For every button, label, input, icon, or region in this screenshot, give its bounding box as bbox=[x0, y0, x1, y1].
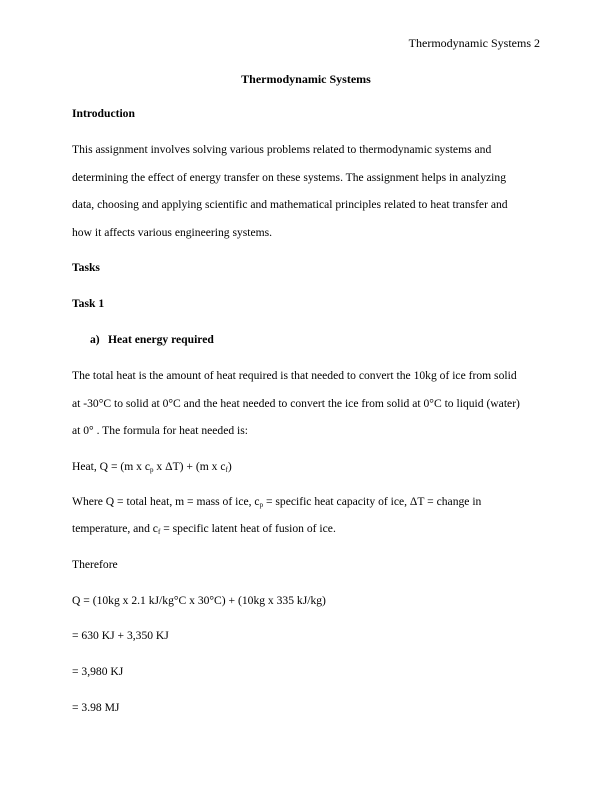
calc-line-4: = 3.98 MJ bbox=[72, 701, 120, 714]
where-line-2-part1: temperature, and c bbox=[72, 522, 158, 535]
list-item-heat-energy bbox=[90, 333, 214, 346]
document-title: Thermodynamic Systems bbox=[241, 72, 371, 86]
formula-prefix: Heat, Q = (m x c bbox=[72, 460, 151, 473]
introduction-line-2: determining the effect of energy transfer on these systems. The assignment helps in analyzing bbox=[72, 171, 507, 184]
where-line-2-sub: f bbox=[157, 528, 161, 536]
formula-suffix: ) bbox=[227, 460, 232, 473]
introduction-heading: Introduction bbox=[72, 107, 135, 120]
heat-formula bbox=[72, 460, 232, 473]
heat-paragraph-line-1: The total heat is the amount of heat required is that needed to convert the 10kg of ice from solid bbox=[72, 369, 517, 382]
heat-paragraph-line-2: at -30°C to solid at 0°C and the heat needed to convert the ice from solid at 0°C to liquid (water) bbox=[72, 397, 520, 410]
where-line-1-part1: Where Q = total heat, m = mass of ice, c bbox=[72, 495, 260, 508]
running-head: Thermodynamic Systems 2 bbox=[408, 36, 540, 50]
where-line-2-part2: = specific latent heat of fusion of ice. bbox=[160, 522, 336, 535]
introduction-line-3: data, choosing and applying scientific and mathematical principles related to heat transfer and bbox=[72, 198, 508, 211]
calc-line-2: = 630 KJ + 3,350 KJ bbox=[72, 629, 169, 642]
where-line-1 bbox=[72, 495, 481, 508]
where-line-1-sub: p bbox=[259, 501, 264, 509]
task1-heading: Task 1 bbox=[72, 297, 105, 310]
where-line-1-part2: = specific heat capacity of ice, ΔT = change in bbox=[263, 495, 482, 508]
introduction-line-4: how it affects various engineering systems. bbox=[72, 226, 273, 239]
heat-paragraph-line-3: at 0° . The formula for heat needed is: bbox=[72, 424, 249, 437]
where-line-2 bbox=[72, 522, 336, 535]
list-item-heading: Heat energy required bbox=[108, 333, 214, 346]
formula-sub-f: f bbox=[225, 466, 228, 474]
list-marker: a) bbox=[90, 333, 100, 346]
formula-sub-p: p bbox=[150, 466, 154, 474]
introduction-line-1: This assignment involves solving various problems related to thermodynamic systems and bbox=[72, 143, 492, 156]
calc-line-3: = 3,980 KJ bbox=[72, 665, 124, 678]
therefore-text: Therefore bbox=[72, 558, 118, 571]
calc-line-1: Q = (10kg x 2.1 kJ/kg°C x 30°C) + (10kg x 335 kJ/kg) bbox=[72, 594, 326, 607]
tasks-heading: Tasks bbox=[72, 261, 100, 274]
formula-middle: x ΔT) + (m x c bbox=[153, 460, 226, 473]
